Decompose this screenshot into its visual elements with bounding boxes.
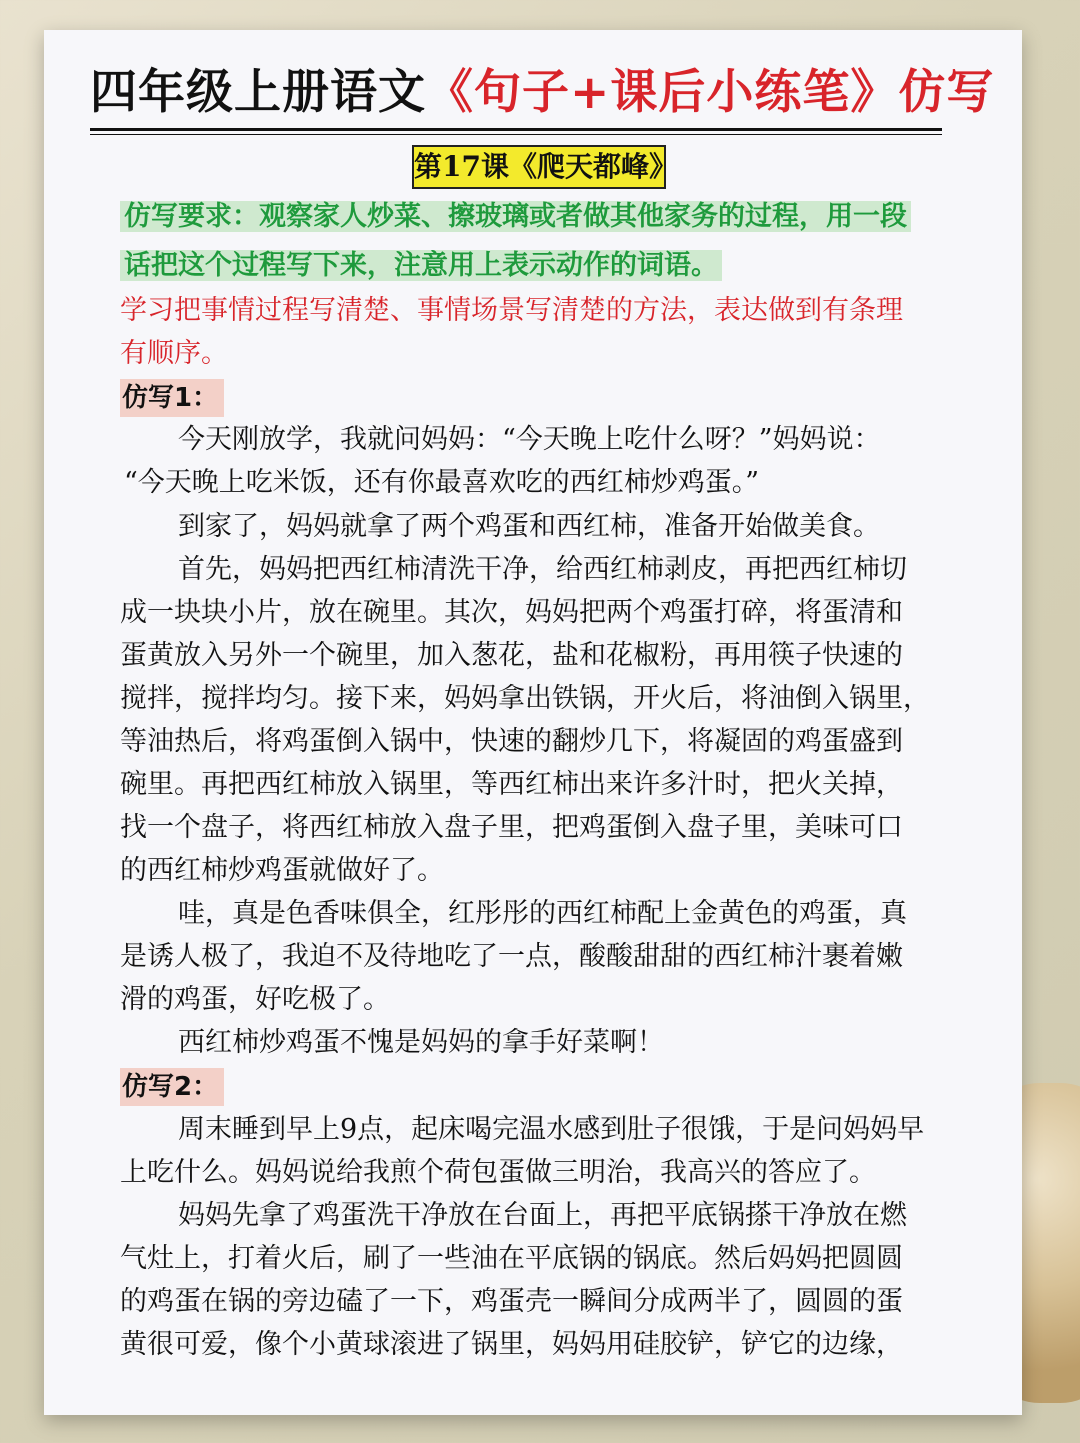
text-line: 周末睡到早上9点，起床喝完温水感到肚子很饿，于是问妈妈早 — [178, 1114, 925, 1145]
text-line: 到家了，妈妈就拿了两个鸡蛋和西红柿，准备开始做美食。 — [178, 511, 880, 542]
text-line: 等油热后，将鸡蛋倒入锅中，快速的翻炒几下，将凝固的鸡蛋盛到 — [120, 726, 903, 757]
text-line: 是诱人极了，我迫不及待地吃了一点，酸酸甜甜的西红柿汁裹着嫩 — [120, 941, 903, 972]
text-line: 上吃什么。妈妈说给我煎个荷包蛋做三明治，我高兴的答应了。 — [120, 1157, 876, 1188]
text-line: 找一个盘子，将西红柿放入盘子里，把鸡蛋倒入盘子里，美味可口 — [120, 812, 903, 843]
text-line: 妈妈先拿了鸡蛋洗干净放在台面上，再把平底锅搽干净放在燃 — [178, 1200, 907, 1231]
title-part-2: 《句子+课后小练笔》 — [426, 65, 899, 120]
text-line: “今天晚上吃米饭，还有你最喜欢吃的西红柿炒鸡蛋。” — [124, 467, 760, 498]
text-line: 的西红柿炒鸡蛋就做好了。 — [120, 855, 444, 886]
text-line: 黄很可爱，像个小黄球滚进了锅里，妈妈用硅胶铲，铲它的边缘， — [120, 1329, 903, 1360]
text-line: 搅拌，搅拌均匀。接下来，妈妈拿出铁锅，开火后，将油倒入锅里， — [120, 683, 930, 714]
title-underline — [90, 128, 942, 131]
requirement-line: 话把这个过程写下来，注意用上表示动作的词语。 — [120, 246, 960, 286]
text-line: 滑的鸡蛋，好吃极了。 — [120, 984, 390, 1015]
text-line: 今天刚放学，我就问妈妈：“今天晚上吃什么呀？”妈妈说： — [178, 424, 881, 455]
title-part-3: 仿写 — [898, 65, 995, 120]
lesson-label: 第17课《爬天都峰》 — [412, 145, 666, 189]
requirement-line: 仿写要求：观察家人炒菜、擦玻璃或者做其他家务的过程，用一段 — [120, 197, 960, 237]
text-line: 哇，真是色香味俱全，红彤彤的西红柿配上金黄色的鸡蛋，真 — [178, 898, 907, 929]
text-line: 蛋黄放入另外一个碗里，加入葱花，盐和花椒粉，再用筷子快速的 — [120, 640, 903, 671]
learning-goal-line: 有顺序。 — [120, 338, 228, 369]
title-underline-thin — [90, 134, 942, 135]
sample-1-heading: 仿写1： — [120, 379, 224, 417]
sample-2-heading: 仿写2： — [120, 1068, 224, 1106]
title-part-1: 四年级上册语文 — [90, 65, 426, 120]
learning-goal-line: 学习把事情过程写清楚、事情场景写清楚的方法，表达做到有条理 — [120, 295, 903, 326]
text-line: 的鸡蛋在锅的旁边磕了一下，鸡蛋壳一瞬间分成两半了，圆圆的蛋 — [120, 1286, 903, 1317]
page-title — [90, 62, 995, 124]
text-line: 首先，妈妈把西红柿清洗干净，给西红柿剥皮，再把西红柿切 — [178, 554, 907, 585]
text-line: 西红柿炒鸡蛋不愧是妈妈的拿手好菜啊！ — [178, 1027, 664, 1058]
text-line: 气灶上，打着火后，刷了一些油在平底锅的锅底。然后妈妈把圆圆 — [120, 1243, 903, 1274]
text-line: 成一块块小片，放在碗里。其次，妈妈把两个鸡蛋打碎，将蛋清和 — [120, 597, 903, 628]
text-line: 碗里。再把西红柿放入锅里，等西红柿出来许多汁时，把火关掉， — [120, 769, 903, 800]
